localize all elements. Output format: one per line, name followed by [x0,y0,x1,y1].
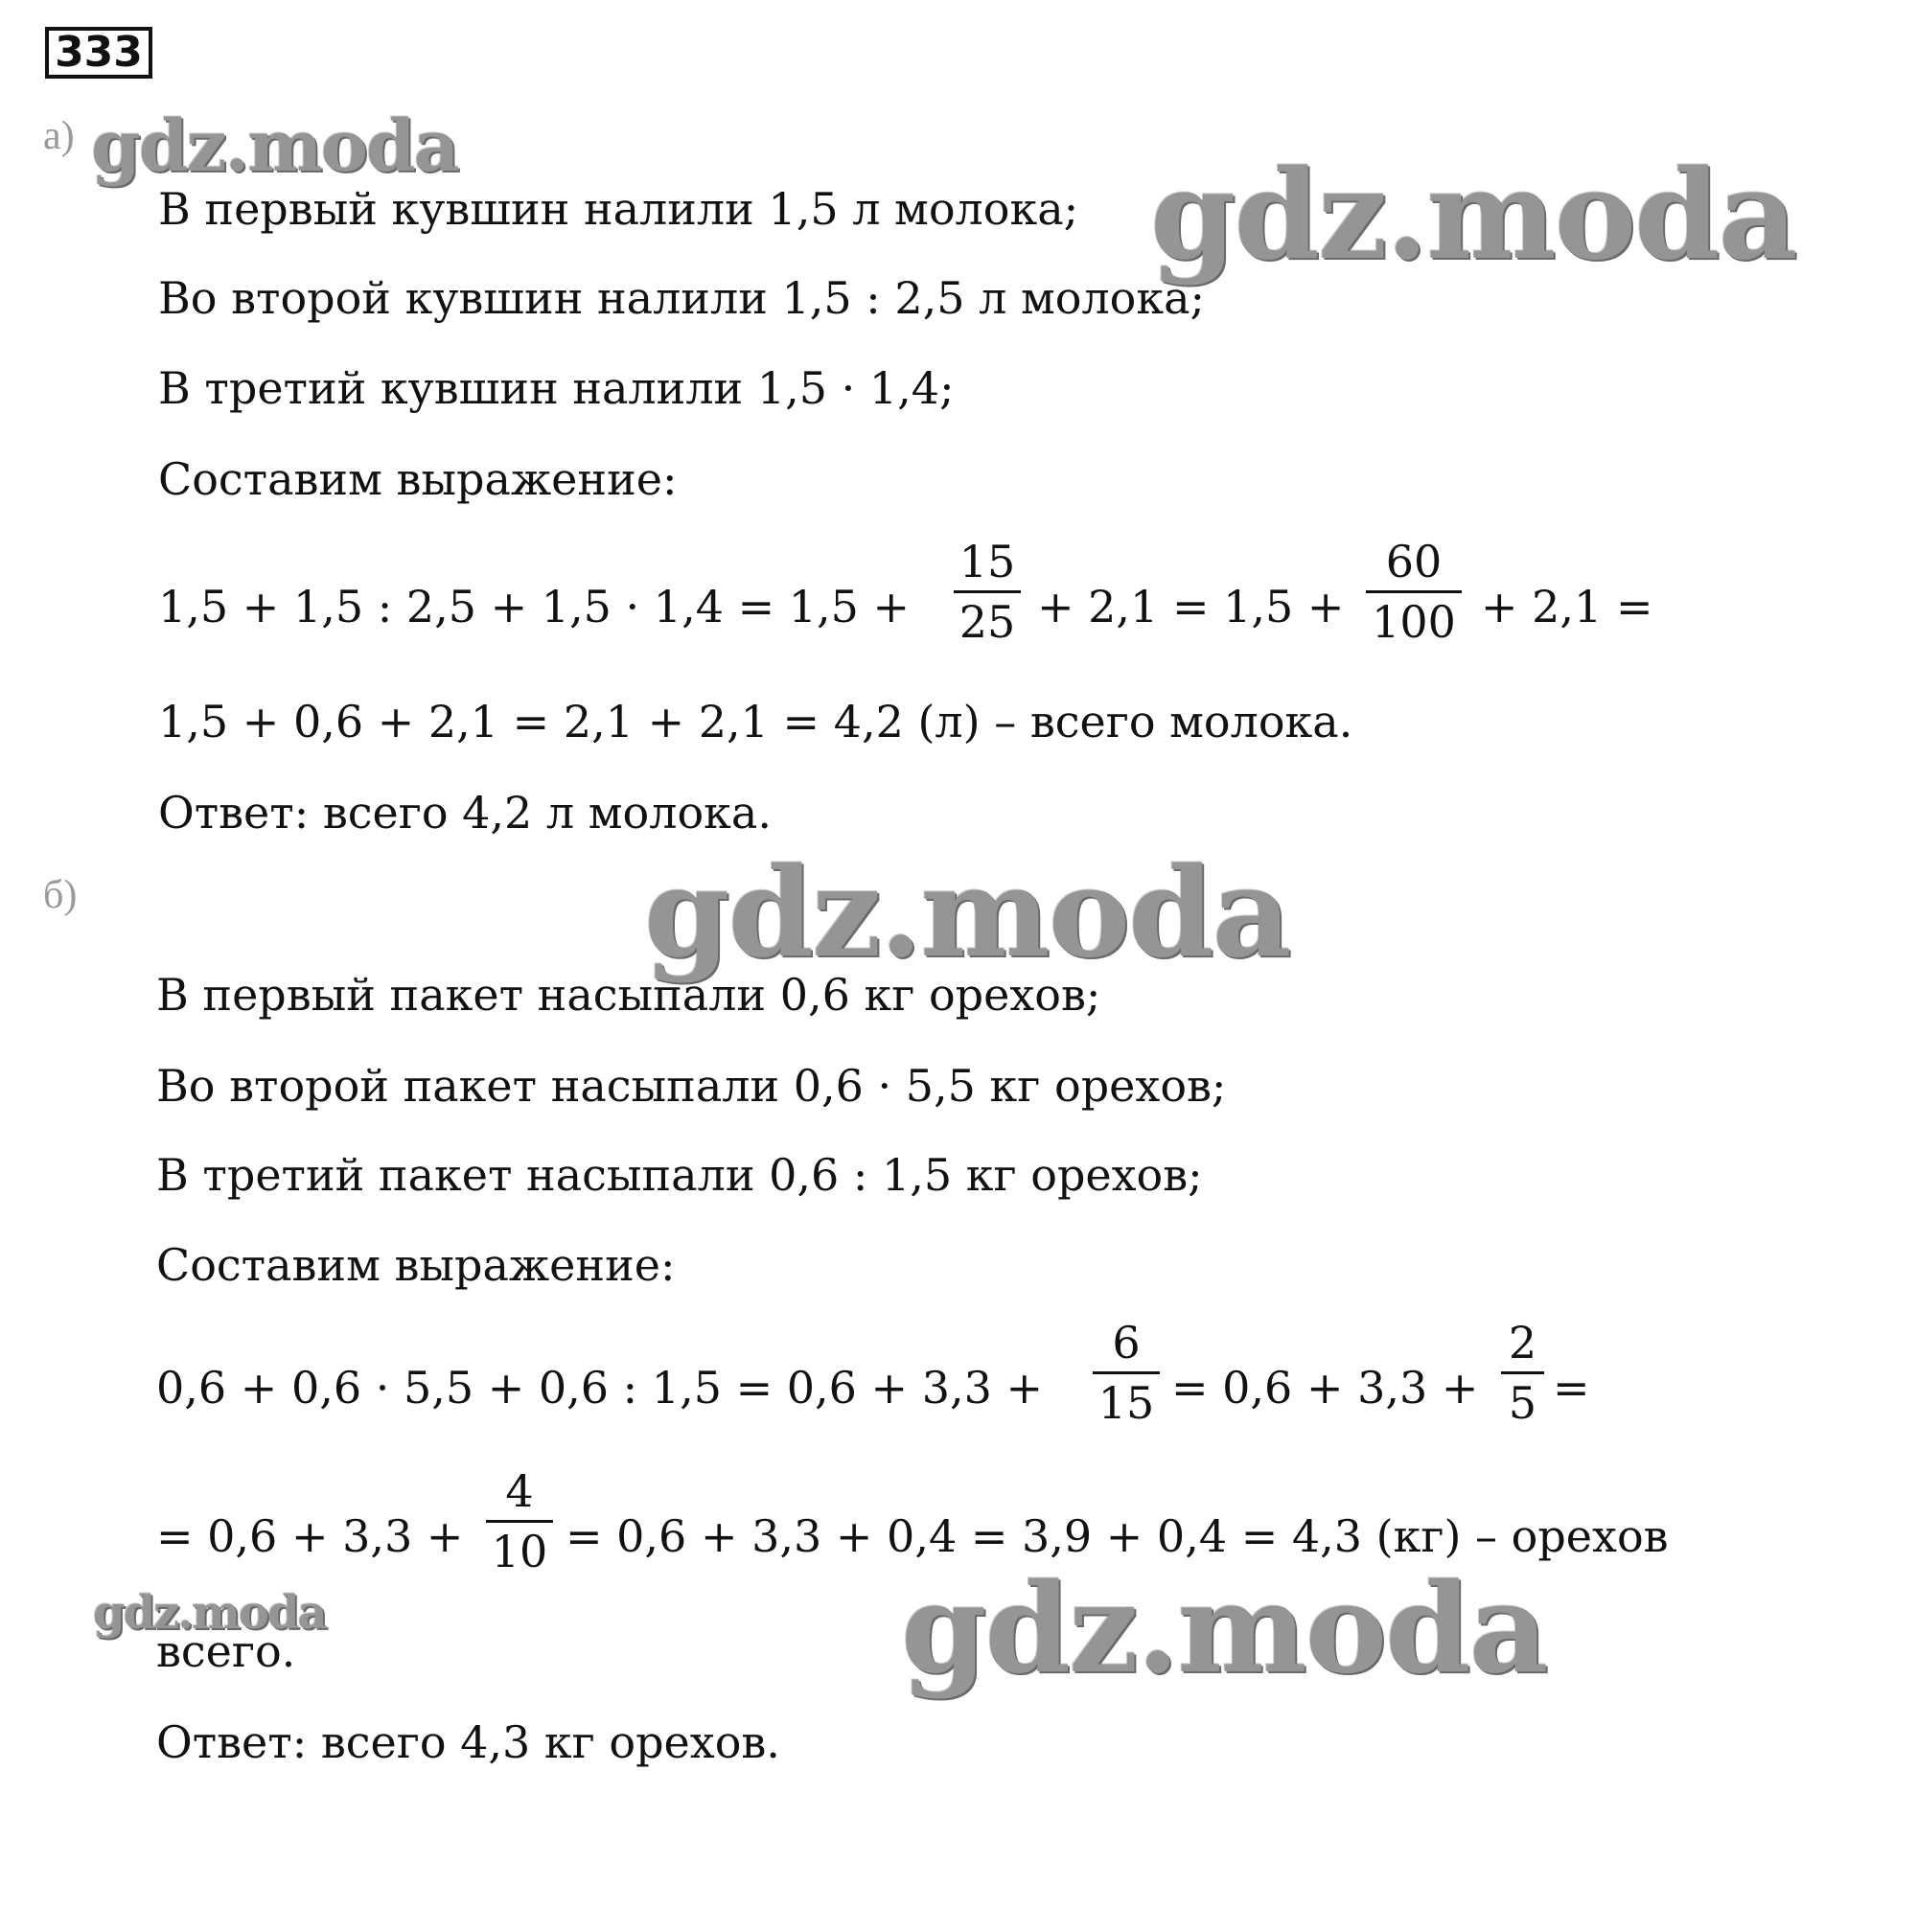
part-a-line-3: В третий кувшин налили 1,5 · 1,4; [158,362,955,414]
part-b-expr1-seg2: = 0,6 + 3,3 + [1171,1362,1479,1414]
fraction-bar [486,1520,553,1523]
watermark-logo: gdz.moda [91,105,458,188]
part-b-line-4: Составим выражение: [156,1239,676,1291]
part-b-expr1-seg1: 0,6 + 0,6 · 5,5 + 0,6 : 1,5 = 0,6 + 3,3 + [156,1362,1044,1414]
part-b-answer: Ответ: всего 4,3 кг орехов. [156,1716,780,1768]
part-b-fraction-1 [1093,1318,1160,1428]
fraction-bar [1093,1371,1160,1374]
fraction-numerator: 15 [958,536,1016,587]
part-b-line-3: В третий пакет насыпали 0,6 : 1,5 кг орехов; [156,1149,1203,1201]
part-b-fraction-3 [486,1466,553,1576]
part-a-fraction-1 [954,537,1021,647]
watermark-logo: gdz.moda [644,841,1290,985]
part-a-answer: Ответ: всего 4,2 л молока. [158,787,772,839]
part-a-expr1-seg3: + 2,1 = [1481,581,1653,632]
fraction-bar [1366,590,1462,593]
part-b-line-1: В первый пакет насыпали 0,6 кг орехов; [156,969,1101,1021]
watermark-logo: gdz.moda [93,1586,326,1640]
part-a-expression-2: 1,5 + 0,6 + 2,1 = 2,1 + 2,1 = 4,2 (л) – всего молока. [158,696,1353,748]
watermark-logo: gdz.moda [1150,144,1796,288]
fraction-numerator: 6 [1112,1317,1141,1368]
part-b-expr2-seg1: = 0,6 + 3,3 + [156,1510,464,1562]
part-b-expression-2-continued: всего. [156,1625,296,1677]
fraction-numerator: 4 [505,1465,534,1517]
fraction-numerator: 60 [1385,536,1443,587]
part-b-line-2: Во второй пакет насыпали 0,6 · 5,5 кг орехов; [156,1060,1227,1112]
part-a-label: а) [43,114,75,158]
fraction-denominator: 15 [1097,1377,1155,1429]
part-a-line-1: В первый кувшин налили 1,5 л молока; [158,183,1079,235]
fraction-numerator: 2 [1508,1317,1537,1368]
fraction-denominator: 25 [958,596,1016,648]
fraction-bar [1501,1371,1544,1374]
part-a-expr1-seg1: 1,5 + 1,5 : 2,5 + 1,5 · 1,4 = 1,5 + [158,581,911,632]
part-b-fraction-2 [1501,1318,1544,1428]
part-a-line-2: Во второй кувшин налили 1,5 : 2,5 л молока; [158,272,1206,324]
fraction-denominator: 100 [1372,596,1456,648]
fraction-bar [954,590,1021,593]
watermark-logo: gdz.moda [901,1557,1547,1701]
part-b-expr2-seg2: = 0,6 + 3,3 + 0,4 = 3,9 + 0,4 = 4,3 (кг) – орехов [566,1510,1669,1562]
problem-number: 333 [45,27,152,79]
fraction-denominator: 5 [1508,1377,1537,1429]
part-a-expr1-seg2: + 2,1 = 1,5 + [1037,581,1345,632]
part-a-line-4: Составим выражение: [158,453,678,505]
part-a-fraction-2 [1366,537,1462,647]
part-b-label: б) [43,873,78,917]
part-b-expr1-seg3: = [1553,1362,1590,1414]
fraction-denominator: 10 [491,1526,548,1577]
